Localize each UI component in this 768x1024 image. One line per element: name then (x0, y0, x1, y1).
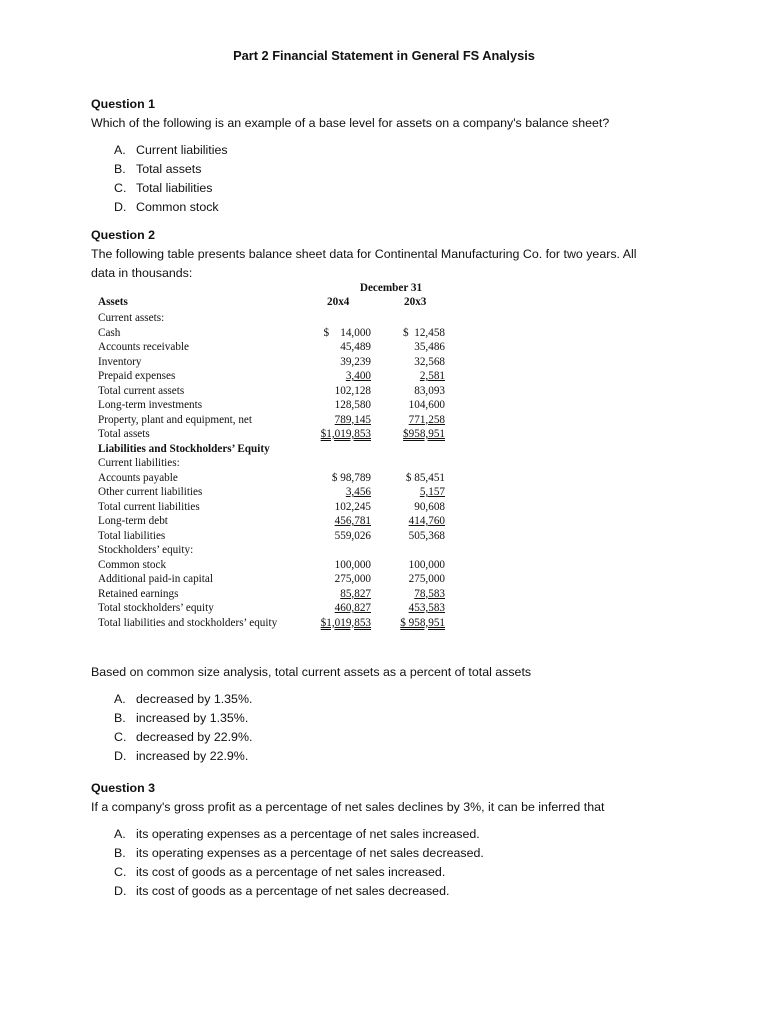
row-label: Inventory (98, 355, 142, 368)
column-20x4-header: 20x4 (327, 296, 350, 308)
option-text: its cost of goods as a percentage of net sales decreased. (136, 884, 450, 898)
option-letter: B. (114, 711, 126, 725)
value-20x3: 32,568 (414, 355, 445, 368)
option-item (91, 690, 691, 709)
option-item (91, 709, 691, 728)
table-row (98, 558, 458, 573)
value-20x3: $ 958,951 (400, 616, 445, 629)
table-row (98, 326, 458, 341)
option-letter: C. (114, 730, 127, 744)
option-letter: C. (114, 181, 127, 195)
option-text: Total assets (136, 162, 202, 176)
row-label: Total assets (98, 428, 150, 440)
value-20x4: $ 98,789 (331, 471, 371, 484)
table-row (98, 485, 458, 500)
question-1-heading: Question 1 (91, 97, 156, 111)
row-label: Long-term debt (98, 515, 168, 527)
table-row (98, 616, 458, 631)
value-20x4: 128,580 (334, 399, 371, 411)
option-text: its operating expenses as a percentage of net sales decreased. (136, 846, 484, 860)
row-label: Current liabilities: (98, 457, 180, 469)
row-label: Total current liabilities (98, 500, 200, 513)
value-20x3: 505,368 (408, 529, 445, 542)
option-letter: A. (114, 692, 126, 706)
row-label: Common stock (98, 558, 167, 571)
option-item (91, 844, 691, 863)
row-label: Retained earnings (98, 587, 179, 600)
table-row (98, 601, 458, 616)
table-row (98, 442, 458, 457)
value-20x3: 78,583 (414, 587, 445, 600)
table-row (98, 398, 458, 413)
column-header-row (98, 296, 458, 310)
value-20x4: $1,019,853 (320, 428, 371, 440)
option-letter: A. (114, 143, 126, 157)
value-20x3: 453,583 (408, 602, 445, 614)
option-letter: D. (114, 749, 127, 763)
option-letter: A. (114, 827, 126, 841)
assets-header: Assets (98, 296, 128, 308)
value-20x3: 414,760 (408, 515, 445, 527)
row-label: Stockholders’ equity: (98, 544, 194, 556)
option-letter: D. (114, 884, 127, 898)
option-letter: D. (114, 200, 127, 214)
option-letter: C. (114, 865, 127, 879)
value-20x4: 460,827 (334, 602, 371, 614)
value-20x4: 275,000 (334, 573, 371, 585)
value-20x3: 771,258 (408, 413, 445, 426)
table-row (98, 514, 458, 529)
value-20x4: $1,019,853 (320, 616, 371, 629)
option-item (91, 198, 691, 217)
row-label: Property, plant and equipment, net (98, 413, 252, 426)
option-item (91, 728, 691, 747)
value-20x3: 275,000 (408, 573, 445, 585)
row-label: Total liabilities (98, 529, 166, 542)
value-20x3: 90,608 (414, 500, 445, 513)
value-20x4: 39,239 (340, 355, 371, 368)
value-20x3: $ 85,451 (405, 471, 445, 484)
table-row (98, 427, 458, 442)
value-20x3: $ 12,458 (403, 326, 445, 339)
value-20x4: 100,000 (334, 558, 371, 571)
value-20x3: 83,093 (414, 384, 445, 397)
table-row (98, 369, 458, 384)
option-text: increased by 1.35%. (136, 711, 249, 725)
value-20x4: 85,827 (340, 587, 371, 600)
row-label: Other current liabilities (98, 486, 203, 498)
value-20x3: 100,000 (408, 558, 445, 571)
value-20x4: 3,456 (345, 486, 371, 498)
option-item (91, 160, 691, 179)
table-row (98, 355, 458, 370)
question-1-text: Which of the following is an example of a base level for assets on a company's balance sheet? (91, 116, 610, 130)
question-2-heading: Question 2 (91, 228, 156, 242)
row-label: Total liabilities and stockholders’ equity (98, 616, 278, 629)
row-label: Accounts payable (98, 471, 178, 484)
period-header: December 31 (359, 282, 423, 294)
value-20x4: 456,781 (334, 515, 371, 527)
table-row (98, 456, 458, 471)
value-20x4: 45,489 (340, 341, 371, 353)
question-3-text: If a company's gross profit as a percentage of net sales declines by 3%, it can be inferred that (91, 800, 605, 814)
row-label: Long-term investments (98, 399, 203, 411)
table-row (98, 340, 458, 355)
row-label: Total stockholders’ equity (98, 602, 214, 614)
value-20x4: 3,400 (345, 370, 371, 382)
table-row (98, 529, 458, 544)
option-text: Common stock (136, 200, 219, 214)
value-20x3: 35,486 (414, 341, 445, 353)
table-row (98, 311, 458, 326)
table-row (98, 471, 458, 486)
question-2 (91, 226, 661, 283)
table-row (98, 500, 458, 515)
option-text: its operating expenses as a percentage of net sales increased. (136, 827, 480, 841)
option-text: decreased by 22.9%. (136, 730, 253, 744)
option-text: Current liabilities (136, 143, 228, 157)
statement-text: Based on common size analysis, total current assets as a percent of total assets (91, 665, 532, 679)
question-3-heading: Question 3 (91, 781, 156, 795)
row-label: Cash (98, 326, 121, 339)
option-letter: B. (114, 846, 126, 860)
option-item (91, 863, 691, 882)
question-3 (91, 779, 691, 901)
table-row (98, 572, 458, 587)
table-body (98, 311, 458, 630)
column-20x3-header: 20x3 (404, 296, 427, 308)
row-label: Accounts receivable (98, 341, 190, 353)
question-3-options (91, 825, 691, 901)
table-row (98, 587, 458, 602)
row-label: Current assets: (98, 312, 165, 324)
question-2-text: The following table presents balance sheet data for Continental Manufacturing Co. for two years. All data in thousands: (91, 247, 637, 280)
row-label: Total current assets (98, 384, 185, 397)
table-row (98, 413, 458, 428)
row-label: Prepaid expenses (98, 370, 176, 382)
option-item (91, 141, 691, 160)
option-item (91, 825, 691, 844)
row-label: Additional paid-in capital (98, 573, 213, 585)
table-row (98, 543, 458, 558)
value-20x4: $ 14,000 (323, 326, 371, 339)
value-20x4: 102,128 (334, 384, 371, 397)
value-20x3: 2,581 (419, 370, 445, 382)
table-row (98, 384, 458, 399)
option-text: increased by 22.9%. (136, 749, 249, 763)
question-1-options (91, 141, 691, 217)
option-text: decreased by 1.35%. (136, 692, 253, 706)
option-item (91, 747, 691, 766)
question-2-statement (91, 663, 691, 766)
option-item (91, 179, 691, 198)
option-letter: B. (114, 162, 126, 176)
value-20x3: $958,951 (403, 428, 445, 440)
option-item (91, 882, 691, 901)
question-2-options (91, 690, 691, 766)
option-text: its cost of goods as a percentage of net sales increased. (136, 865, 446, 879)
value-20x4: 559,026 (334, 529, 371, 542)
option-text: Total liabilities (136, 181, 213, 195)
document-title: Part 2 Financial Statement in General FS Analysis (233, 48, 535, 63)
question-1 (91, 95, 691, 217)
value-20x4: 789,145 (334, 413, 371, 426)
value-20x4: 102,245 (334, 500, 371, 513)
row-label: Liabilities and Stockholders’ Equity (98, 442, 270, 455)
value-20x3: 104,600 (408, 399, 445, 411)
value-20x3: 5,157 (419, 486, 445, 498)
